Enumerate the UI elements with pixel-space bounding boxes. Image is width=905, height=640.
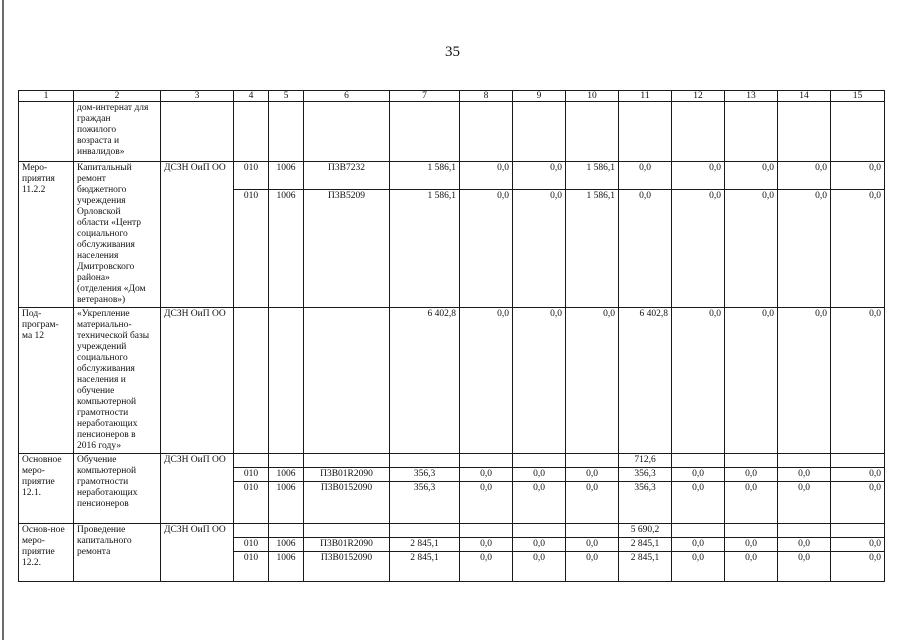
name-line: грамотности: [77, 408, 129, 418]
name-line: населения: [77, 251, 119, 261]
cell: [304, 524, 390, 538]
total-cell: 356,3: [390, 482, 460, 524]
value-cell: 0,0: [513, 190, 566, 308]
value-cell: 0,0: [831, 538, 885, 552]
value-cell: 1 586,1: [566, 190, 619, 308]
label-line: 11.2.2: [22, 185, 46, 195]
cell: [513, 454, 566, 468]
header-cell: 9: [513, 91, 566, 102]
value-cell: 0,0: [831, 162, 885, 190]
name-cell: [74, 162, 161, 308]
cell: [513, 524, 566, 538]
name-line: дом-интернат для: [77, 103, 149, 113]
value-cell: 0,0: [513, 162, 566, 190]
rzpr-cell: 1006: [269, 190, 304, 308]
grbs-cell: 010: [234, 482, 269, 524]
name-line: Капитальный: [77, 163, 132, 173]
cell: [460, 102, 513, 162]
name-line: граждан: [77, 114, 111, 124]
label-line: меро-: [22, 536, 45, 546]
name-line: обслуживания: [77, 364, 135, 374]
name-line: ремонта: [77, 547, 111, 557]
cell: [778, 524, 831, 538]
cell: [269, 102, 304, 162]
value-cell: 0,0: [778, 162, 831, 190]
cell: [234, 102, 269, 162]
cell: [725, 524, 778, 538]
total-cell: 356,3: [390, 468, 460, 482]
value-cell: 0,0: [725, 538, 778, 552]
value-cell: 0,0: [778, 190, 831, 308]
name-line: компьютерной: [77, 466, 137, 476]
value-cell: 0,0: [778, 482, 831, 524]
value-cell: 0,0: [566, 482, 619, 524]
name-line: инвалидов»: [77, 147, 125, 157]
name-line: ветеранов»): [77, 295, 126, 305]
cell: [778, 102, 831, 162]
cell: [269, 524, 304, 538]
value-cell: 0,0: [778, 308, 831, 454]
csr-cell: [304, 308, 390, 454]
name-line: пенсионеров: [77, 499, 129, 509]
name-line: ремонт: [77, 174, 106, 184]
value-cell: 0,0: [672, 308, 725, 454]
value-cell: 0,0: [672, 552, 725, 582]
value-cell: 0,0: [778, 468, 831, 482]
cell: [304, 454, 390, 468]
label-cell: [19, 308, 74, 454]
cell: [390, 454, 460, 468]
name-cell: [74, 308, 161, 454]
label-line: приятие: [22, 547, 55, 557]
value-cell: 0,0: [460, 190, 513, 308]
value-cell: 0,0: [831, 482, 885, 524]
name-line: района»: [77, 273, 110, 283]
cell: [672, 102, 725, 162]
value-cell: 0,0: [725, 190, 778, 308]
grbs-cell: 010: [234, 468, 269, 482]
header-cell: 11: [619, 91, 672, 102]
cell: [725, 102, 778, 162]
executor-cell: ДСЗН ОиП ОО: [161, 524, 234, 582]
value-cell: 0,0: [513, 308, 566, 454]
name-line: Проведение: [77, 525, 126, 535]
grbs-cell: [234, 308, 269, 454]
value-cell: 2 845,1: [619, 538, 672, 552]
table-row-o121-top: [19, 454, 885, 468]
executor-cell: ДСЗН ОиП ОО: [161, 162, 234, 308]
name-line: учреждений: [77, 342, 127, 352]
label-line: ма 12: [22, 331, 45, 341]
label-line: 12.2.: [22, 558, 41, 568]
executor-cell: ДСЗН ОиП ОО: [161, 308, 234, 454]
value-cell: 1 586,1: [566, 162, 619, 190]
cell: [672, 524, 725, 538]
value-cell: 0,0: [672, 538, 725, 552]
rzpr-cell: [269, 308, 304, 454]
name-line: обслуживания: [77, 240, 135, 250]
cell: [566, 454, 619, 468]
value-cell: 0,0: [460, 308, 513, 454]
header-cell: 7: [390, 91, 460, 102]
label-line: Основное: [22, 455, 62, 465]
value-cell: 0,0: [725, 482, 778, 524]
value-cell: 0,0: [672, 162, 725, 190]
value-cell: 0,0: [725, 162, 778, 190]
csr-cell: П3В01R2090: [304, 538, 390, 552]
name-line: обучение: [77, 386, 115, 396]
header-cell: 13: [725, 91, 778, 102]
rzpr-cell: 1006: [269, 482, 304, 524]
name-line: пенсионеров в: [77, 430, 136, 440]
grbs-cell: 010: [234, 538, 269, 552]
label-cell: [19, 524, 74, 582]
rzpr-cell: 1006: [269, 552, 304, 582]
name-line: учреждения: [77, 196, 126, 206]
cell: [513, 102, 566, 162]
value-cell: 0,0: [672, 190, 725, 308]
name-cell: [74, 524, 161, 582]
value-cell: 0,0: [725, 308, 778, 454]
csr-cell: П3В0152090: [304, 552, 390, 582]
name-line: области «Центр: [77, 218, 142, 228]
cell: [269, 454, 304, 468]
name-line: неработающих: [77, 419, 138, 429]
name-line: неработающих: [77, 488, 138, 498]
label-line: програм-: [22, 320, 59, 330]
page-number: 35: [445, 44, 460, 60]
value-cell: 0,0: [513, 482, 566, 524]
cell: [161, 102, 234, 162]
value-cell: 356,3: [619, 482, 672, 524]
value-cell: 0,0: [566, 308, 619, 454]
value-cell: 2 845,1: [619, 552, 672, 582]
value-cell: 0,0: [831, 308, 885, 454]
value-cell: 0,0: [460, 468, 513, 482]
value-cell: 0,0: [778, 552, 831, 582]
label-line: приятие: [22, 477, 55, 487]
grbs-cell: 010: [234, 162, 269, 190]
name-line: возраста и: [77, 136, 120, 146]
table-row-p12: [19, 308, 885, 454]
value-cell: 0,0: [725, 552, 778, 582]
name-line: Орловской: [77, 207, 121, 217]
name-line: капитального: [77, 536, 132, 546]
table-row-m1122-a: [19, 162, 885, 190]
label-cell: [19, 162, 74, 308]
cell: [234, 454, 269, 468]
csr-cell: П3В0152090: [304, 482, 390, 524]
executor-cell: ДСЗН ОиП ОО: [161, 454, 234, 524]
cell: [460, 524, 513, 538]
value-cell: 0,0: [460, 162, 513, 190]
value-cell: 0,0: [619, 190, 672, 308]
name-line: (отделения «Дом: [77, 284, 146, 294]
label-line: меро-: [22, 466, 45, 476]
cell: [390, 524, 460, 538]
header-row: [19, 91, 885, 102]
label-line: Меро-: [22, 163, 48, 173]
cell: [460, 454, 513, 468]
name-line: компьютерной: [77, 397, 137, 407]
total-cell: 1 586,1: [390, 162, 460, 190]
csr-cell: П3В01R2090: [304, 468, 390, 482]
header-cell: 3: [161, 91, 234, 102]
name-line: технической базы: [77, 331, 150, 341]
cell: [831, 454, 885, 468]
value-cell: 0,0: [513, 552, 566, 582]
header-cell: 6: [304, 91, 390, 102]
cell: [778, 454, 831, 468]
budget-table: [18, 90, 885, 582]
value-cell: 0,0: [513, 468, 566, 482]
name-cell: [74, 102, 161, 162]
csr-cell: П3В7232: [304, 162, 390, 190]
cell: [566, 524, 619, 538]
cell: [831, 524, 885, 538]
label-line: Под-: [22, 309, 42, 319]
value-cell: 356,3: [619, 468, 672, 482]
scan-edge-line: [2, 0, 4, 640]
total-cell: 2 845,1: [390, 552, 460, 582]
header-cell: 1: [19, 91, 74, 102]
header-cell: 10: [566, 91, 619, 102]
rzpr-cell: 1006: [269, 162, 304, 190]
value-cell: 0,0: [831, 468, 885, 482]
cell: [566, 102, 619, 162]
grbs-cell: 010: [234, 190, 269, 308]
rzpr-cell: 1006: [269, 468, 304, 482]
label-line: приятия: [22, 174, 55, 184]
header-cell: 4: [234, 91, 269, 102]
cell: [304, 102, 390, 162]
grbs-cell: 010: [234, 552, 269, 582]
name-line: Обучение: [77, 455, 117, 465]
cell: [234, 524, 269, 538]
name-line: «Укрепление: [77, 309, 130, 319]
value-cell: 0,0: [460, 552, 513, 582]
header-cell: 12: [672, 91, 725, 102]
header-cell: 14: [778, 91, 831, 102]
name-line: Дмитровского: [77, 262, 135, 272]
total-cell: 6 402,8: [390, 308, 460, 454]
name-line: материально-: [77, 320, 132, 330]
csr-cell: П3В5209: [304, 190, 390, 308]
label-cell: [19, 102, 74, 162]
name-cell: [74, 454, 161, 524]
value-cell: 6 402,8: [619, 308, 672, 454]
value-cell: 0,0: [619, 162, 672, 190]
value-cell: 0,0: [460, 538, 513, 552]
value-cell: 0,0: [831, 552, 885, 582]
cell: [619, 102, 672, 162]
label-line: 12.1.: [22, 488, 41, 498]
table-row-o122-top: [19, 524, 885, 538]
value-cell: 0,0: [566, 538, 619, 552]
table-row-continuation: [19, 102, 885, 162]
name-line: социального: [77, 229, 128, 239]
rzpr-cell: 1006: [269, 538, 304, 552]
value-cell: 0,0: [672, 468, 725, 482]
name-line: пожилого: [77, 125, 117, 135]
value-cell: 0,0: [778, 538, 831, 552]
value-cell: 0,0: [566, 468, 619, 482]
header-cell: 5: [269, 91, 304, 102]
header-cell: 15: [831, 91, 885, 102]
value-cell: 0,0: [725, 468, 778, 482]
value-cell: 0,0: [831, 190, 885, 308]
value-cell: 0,0: [672, 482, 725, 524]
name-line: грамотности: [77, 477, 129, 487]
value-cell: 5 690,2: [619, 524, 672, 538]
name-line: населения и: [77, 375, 126, 385]
cell: [725, 454, 778, 468]
total-cell: 1 586,1: [390, 190, 460, 308]
value-cell: 0,0: [460, 482, 513, 524]
value-cell: 0,0: [513, 538, 566, 552]
cell: [390, 102, 460, 162]
header-cell: 8: [460, 91, 513, 102]
name-line: социального: [77, 353, 128, 363]
label-cell: [19, 454, 74, 524]
label-line: Основ-ное: [22, 525, 65, 535]
value-cell: 712,6: [619, 454, 672, 468]
name-line: 2016 году»: [77, 441, 122, 451]
cell: [831, 102, 885, 162]
total-cell: 2 845,1: [390, 538, 460, 552]
cell: [672, 454, 725, 468]
header-cell: 2: [74, 91, 161, 102]
value-cell: 0,0: [566, 552, 619, 582]
name-line: бюджетного: [77, 185, 127, 195]
